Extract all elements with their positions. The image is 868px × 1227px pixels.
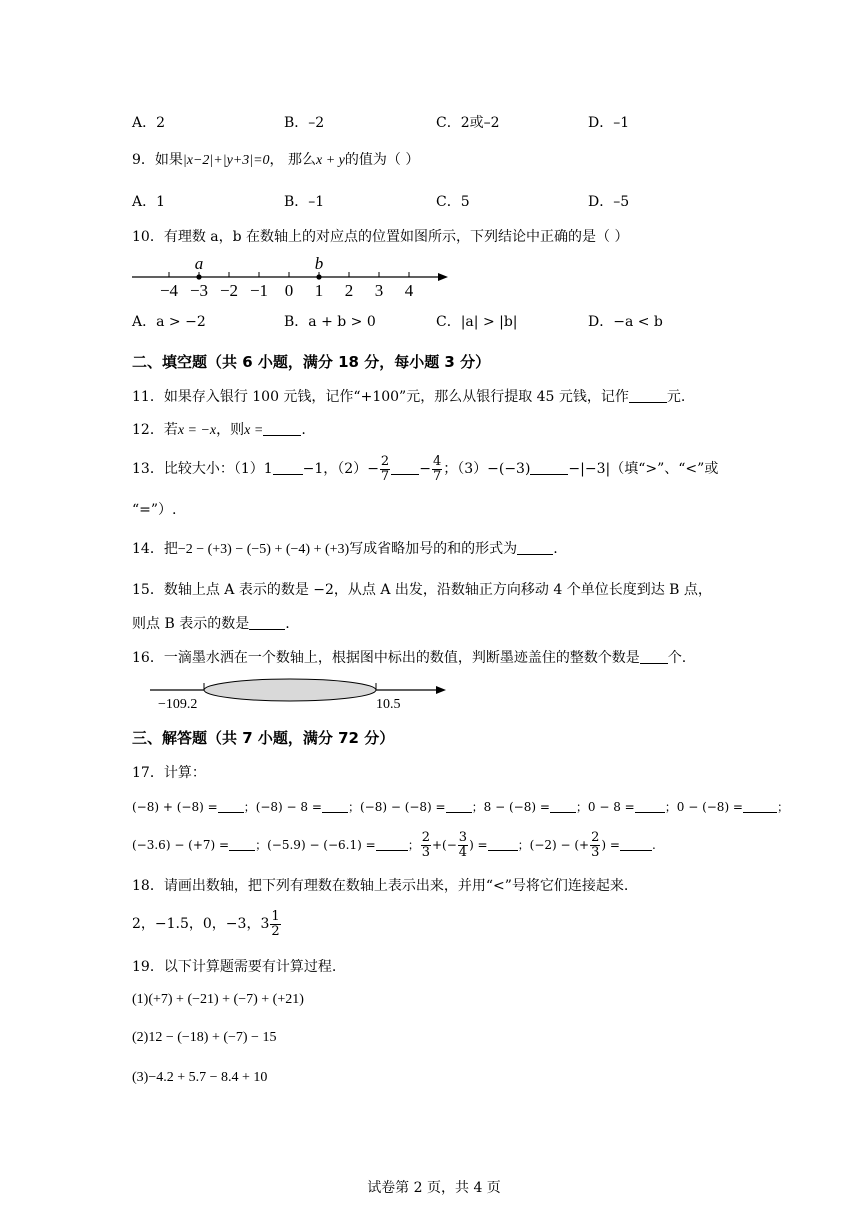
q13-f2-den: 7 — [432, 468, 442, 484]
q14-expr: −2 − (+3) − (−5) + (−4) + (+3) — [177, 542, 350, 557]
q13-line2: “=”）. — [132, 502, 177, 518]
q11 — [132, 387, 685, 407]
q10-option-b — [284, 312, 376, 332]
q17-row1-item5: 0 − 8 = — [587, 800, 635, 814]
q17-row1-item6: 0 − (−8) = — [676, 800, 743, 814]
section-2-title: 二、填空题（共 6 小题，满分 18 分，每小题 3 分） — [132, 353, 491, 371]
q17-sep: ； — [664, 800, 677, 814]
q13-prefix: 13．比较大小：（1）1 — [132, 461, 273, 477]
q13-part3: ；（3）−(−3) — [443, 461, 531, 477]
q9-prefix: 9．如果 — [132, 152, 183, 168]
q10-point-b-label: b — [314, 254, 324, 273]
q14-answer-blank[interactable] — [517, 540, 553, 555]
q16-ink-number-line — [148, 674, 450, 714]
q16-right-label: 10.5 — [376, 697, 401, 712]
q17-fraction-2-3 — [421, 831, 431, 860]
q12-expr2: x = — [244, 423, 264, 438]
q17-fraction-3-4 — [458, 831, 468, 860]
q9-suffix: 的值为（ ） — [344, 152, 420, 168]
q17-blank-8[interactable] — [376, 836, 408, 851]
q15-answer-blank[interactable] — [249, 615, 285, 630]
q8-option-d: D．–1 — [588, 115, 630, 131]
q14-prefix: 14．把 — [132, 541, 178, 557]
q13-f2-num: 4 — [432, 453, 442, 469]
q12-answer-blank[interactable] — [263, 421, 301, 436]
q9-stem — [132, 150, 419, 171]
q16-answer-blank[interactable] — [640, 649, 668, 664]
frac-den: 4 — [458, 845, 468, 860]
q17-end: . — [651, 838, 656, 852]
frac-num: 2 — [421, 830, 430, 845]
ink-blot — [204, 679, 376, 701]
q13-f1-den: 7 — [380, 468, 390, 484]
q9-expr: |x−2|+|y+3|=0 — [182, 153, 270, 168]
q10-tick-label: 0 — [284, 281, 294, 300]
q16-left-label: −109.2 — [158, 697, 198, 712]
q12-mid: ，则 — [216, 422, 245, 438]
q14-suffix: 写成省略加号的和的形式为 — [349, 541, 518, 557]
q10-number-line — [130, 252, 460, 300]
q18-values — [132, 906, 282, 942]
q10-option-c — [436, 312, 518, 332]
q10-option-b-text: B．a + b > 0 — [284, 314, 376, 330]
q17-row2-item1: (−3.6) − (+7) = — [132, 838, 230, 852]
q17-blank-3[interactable] — [446, 798, 472, 813]
q17-row1-item2: (−8) − 8 = — [255, 800, 322, 814]
q10-option-d-text: D．−a < b — [588, 314, 663, 330]
q10-tick-label: 4 — [404, 281, 414, 300]
q13-part1-after: −1，（2） — [302, 461, 368, 477]
q17-blank-1[interactable] — [218, 798, 244, 813]
q12-suffix: . — [301, 422, 306, 438]
q19-item-2: (2)12 − (−18) + (−7) − 15 — [132, 1030, 277, 1045]
q17-sep: ； — [471, 800, 484, 814]
frac-den: 3 — [421, 845, 430, 860]
q17-sep: ； — [407, 838, 420, 852]
q13: 13．比较大小：（1）1 −1，（2）− $\frac{2}{7}$ − $\frac{4}{7}$ ；（3）−(−3) −|−3|（填“>”、“<”或 — [132, 453, 719, 484]
q14 — [132, 539, 558, 560]
q12-prefix: 12．若 — [132, 422, 178, 438]
q8-option-b: B．–2 — [284, 115, 325, 131]
page-footer: 试卷第 2 页，共 4 页 — [367, 1180, 501, 1196]
q11-suffix: 元. — [666, 389, 686, 405]
q18-text: 18．请画出数轴，把下列有理数在数轴上表示出来，并用“<”号将它们连接起来. — [132, 878, 629, 894]
q10-tick-label: −4 — [159, 281, 179, 300]
q10-option-d — [588, 312, 663, 332]
arrow-right-icon — [438, 273, 448, 281]
q17-blank-6[interactable] — [743, 798, 777, 813]
q19-item-3: (3)−4.2 + 5.7 − 8.4 + 10 — [132, 1070, 268, 1085]
q8-option-a: A．2 — [132, 115, 166, 131]
q10-point-b — [316, 274, 321, 279]
q17-sep: ； — [517, 838, 530, 852]
q17-blank-7[interactable] — [229, 836, 255, 851]
q16 — [132, 648, 686, 668]
q17-row1-item1: (−8) + (−8) = — [132, 800, 218, 814]
q17-sep: ； — [777, 800, 790, 814]
q17-fraction-2-3-b — [590, 831, 600, 860]
q12-expr: x = −x — [177, 423, 217, 438]
q15-line2 — [132, 614, 290, 634]
q9-option-b: B．–1 — [284, 194, 325, 210]
q14-end: . — [553, 541, 558, 557]
q17-title: 17．计算： — [132, 765, 206, 781]
q18-mixed-fraction — [270, 910, 280, 939]
q13-f1-num: 2 — [380, 453, 390, 469]
q17-sep: ； — [255, 838, 268, 852]
q10-point-a-label: a — [194, 254, 204, 273]
frac-den: 3 — [591, 845, 600, 860]
q9-option-d: D．–5 — [588, 194, 630, 210]
q17-blank-9[interactable] — [488, 836, 518, 851]
q13-part3-after: −|−3|（填“>”、“<”或 — [568, 461, 719, 477]
q11-text: 11．如果存入银行 100 元钱，记作“+100”元，那么从银行提取 45 元钱，记作 — [132, 389, 629, 405]
q17-blank-10[interactable] — [620, 836, 652, 851]
frac-den: 2 — [271, 923, 280, 939]
arrow-right-icon — [436, 686, 446, 694]
q10-point-a — [196, 274, 201, 279]
q15-line2-text: 则点 B 表示的数是 — [132, 616, 250, 632]
q10-option-c-text: C．|a| > |b| — [436, 314, 518, 330]
q10-tick-label: 3 — [374, 281, 384, 300]
q17-blank-5[interactable] — [635, 798, 665, 813]
q9-mid: ， 那么 — [269, 152, 316, 168]
q17-sep: ； — [575, 800, 588, 814]
q17-row2: (−3.6) − (+7) = ；(−5.9) − (−6.1) = ； $\frac{2}{3}$ +(− $\frac{3}{4}$ ) = ；(−2) − (+ $\frac{2}{3}$ ) = . — [132, 830, 656, 860]
q19-item-1: (1)(+7) + (−21) + (−7) + (+21) — [132, 992, 304, 1007]
q17-blank-2[interactable] — [322, 798, 348, 813]
q12 — [132, 420, 306, 441]
frac-num: 1 — [271, 908, 280, 924]
q10-tick-label: 1 — [314, 281, 324, 300]
q17-sep: ； — [347, 800, 360, 814]
q17-row1 — [132, 797, 789, 817]
q9-option-c: C．5 — [436, 194, 470, 210]
q11-answer-blank[interactable] — [629, 388, 667, 403]
q10-stem: 10．有理数 a，b 在数轴上的对应点的位置如图所示，下列结论中正确的是（ ） — [132, 229, 629, 245]
q10-tick-label: 2 — [344, 281, 354, 300]
frac-num: 2 — [591, 830, 600, 845]
q10-option-a — [132, 312, 206, 332]
q9-expr2: x + y — [316, 153, 345, 168]
q13-blank-1[interactable] — [273, 460, 303, 475]
q17-sep: ； — [243, 800, 256, 814]
section-3-title: 三、解答题（共 7 小题，满分 72 分） — [132, 729, 395, 747]
q9-option-a: A．1 — [132, 194, 166, 210]
q17-row1-item3: (−8) − (−8) = — [359, 800, 446, 814]
frac-num: 3 — [458, 830, 468, 845]
q19-text: 19．以下计算题需要有计算过程. — [132, 959, 337, 975]
q13-blank-2[interactable] — [391, 460, 419, 475]
q17-row1-item4: 8 − (−8) = — [483, 800, 550, 814]
q10-tick-label: −2 — [219, 281, 239, 300]
q10-option-a-text: A．a > −2 — [132, 314, 206, 330]
q10-tick-label: −1 — [249, 281, 269, 300]
q18-values-text: 2，−1.5，0，−3，3 — [132, 916, 270, 932]
q17-row2-item2: (−5.9) − (−6.1) = — [267, 838, 376, 852]
q13-fraction-1 — [380, 455, 390, 484]
q17-blank-4[interactable] — [550, 798, 576, 813]
q13-fraction-2 — [432, 455, 442, 484]
q10-tick-label: −3 — [189, 281, 209, 300]
q16-text: 16．一滴墨水洒在一个数轴上，根据图中标出的数值，判断墨迹盖住的整数个数是 — [132, 650, 640, 666]
q13-blank-3[interactable] — [530, 460, 568, 475]
q15-end: . — [285, 616, 290, 632]
q16-suffix: 个. — [667, 650, 687, 666]
q8-option-c: C．2或–2 — [436, 115, 500, 131]
q15-line1: 15．数轴上点 A 表示的数是 −2，从点 A 出发，沿数轴正方向移动 4 个单位长度到达 B 点， — [132, 582, 712, 598]
